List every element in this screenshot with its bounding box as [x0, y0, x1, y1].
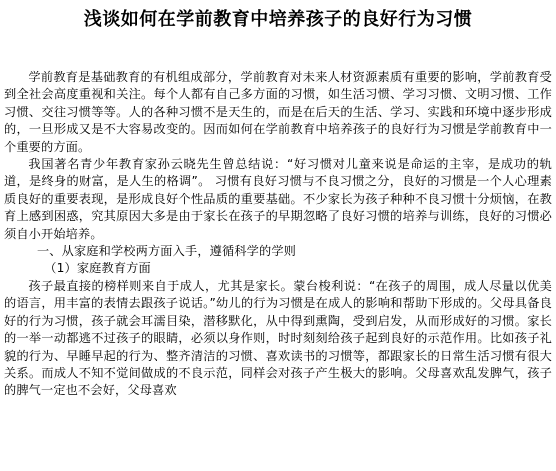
section-heading: 一、从家庭和学校两方面入手，遵循科学的学则	[36, 244, 297, 259]
document-body	[0, 39, 556, 400]
paragraph-intro: 学前教育是基础教育的有机组成部分，学前教育对未来人材资源素质有重要的影响，学前教育受到全社会高度重视和关注。每个人都有自己多方面的习惯，如生活习惯、学习习惯、文明习惯、工作习惯、交往习惯等等。人的各种习惯不是天生的，而是在后天的生活、学习、实践和环境中逐步形成的，一旦形成又是不大容易改变的。因而如何在学前教育中培养孩子的良好行为习惯是学前教育中一个重要的方面。	[4, 70, 552, 154]
subsection-heading: （1）家庭教育方面	[44, 261, 151, 276]
document-title: 浅谈如何在学前教育中培养孩子的良好行为习惯	[83, 9, 473, 30]
paragraph-family-education: 孩子最直接的榜样则来自于成人，尤其是家长。蒙台梭利说：“在孩子的周围，成人尽量以优美的语言，用丰富的表情去跟孩子说话。”幼儿的行为习惯是在成人的影响和帮助下形成的。父母具备良好的行为习惯，孩子就会耳濡目染，潜移默化，从中得到熏陶，受到启发，从而形成好的习惯。家长的一举一动都逃不过孩子的眼睛，必须以身作则，时时刻刻给孩子起到良好的示范作用。比如孩子礼貌的行为、早睡早起的行为、整齐清洁的习惯、喜欢读书的习惯等，都跟家长的日常生活习惯有很大关系。而成人不知不觉间做成的不良示范，同样会对孩子产生极大的影响。父母喜欢乱发脾气，孩子的脾气一定也不会好，父母喜欢	[4, 278, 552, 398]
paragraph-quote: 我国著名青少年教育家孙云晓先生曾总结说：“好习惯对儿童来说是命运的主宰，是成功的轨道，是终身的财富，是人生的格调”。 习惯有良好习惯与不良习惯之分，良好的习惯是一个人心理素质良好的重要表现，是形成良好个性品质的重要基础。不少家长为孩子种种不良习惯十分烦恼，在教育上感到困惑，究其原因大多是由于家长在孩子的早期忽略了良好习惯的培养与训练，良好的习惯必须自小开始培养。	[4, 157, 552, 241]
